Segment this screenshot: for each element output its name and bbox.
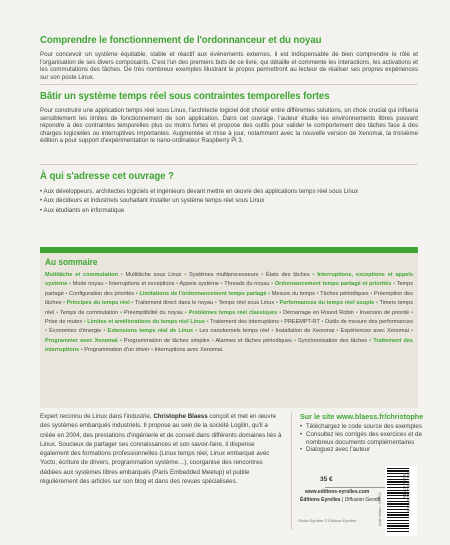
toc-separator: • xyxy=(82,319,88,326)
toc-separator: • xyxy=(274,300,280,307)
toc-separator: • xyxy=(174,281,180,288)
toc-separator: • xyxy=(409,309,413,316)
toc-item: Les nanokernels temps réel xyxy=(199,328,270,335)
toc-separator: • xyxy=(101,328,108,335)
list-item: • Dialoguez avec l'auteur xyxy=(300,446,425,454)
toc-separator: • xyxy=(408,328,414,335)
barcode xyxy=(385,466,417,536)
price: 35 € xyxy=(320,476,333,483)
list-item: • Consultez les corrigés des exercices et de nombreux documents complémentaires xyxy=(300,431,425,447)
toc-item: Temps réel sous Linux xyxy=(218,300,275,307)
toc-item: Traitement des interruptions xyxy=(210,319,280,326)
toc-item: Outils de mesure des performances xyxy=(324,319,413,326)
toc-separator: • xyxy=(277,309,284,316)
website-title: Sur le site www.blaess.fr/christophe xyxy=(300,412,424,421)
toc-item: Systèmes multiprocesseurs xyxy=(189,272,259,278)
toc-separator: • xyxy=(368,290,375,297)
publisher-line xyxy=(300,497,380,503)
divider xyxy=(40,164,418,165)
sommaire-accent-bar xyxy=(40,247,418,253)
sommaire-panel xyxy=(40,247,418,408)
section-audience xyxy=(40,170,418,215)
toc-separator: • xyxy=(334,328,341,335)
website-list xyxy=(300,423,425,454)
toc-separator: • xyxy=(67,281,73,288)
list-item: • Téléchargez le code source des exemples xyxy=(300,423,425,431)
audience-title: À qui s'adresse cet ouvrage ? xyxy=(40,170,174,182)
toc-item: Mesure du temps xyxy=(271,290,315,297)
toc-separator: • xyxy=(79,347,85,354)
toc-item: Temps de commutation xyxy=(59,309,119,316)
toc-separator: • xyxy=(118,309,124,316)
toc-item: PREEMPT-RT xyxy=(284,319,320,326)
toc-separator: • xyxy=(279,319,285,326)
table-of-contents xyxy=(45,271,413,356)
author-name: Christophe Blaess xyxy=(153,413,208,420)
toc-separator: • xyxy=(258,272,266,278)
toc-chapter: Problèmes temps réel classiques xyxy=(188,309,278,316)
divider xyxy=(40,84,418,85)
toc-chapter: Programmer avec Xenomai xyxy=(45,337,118,344)
publisher-url: www.editions-eyrolles.com xyxy=(305,489,370,495)
toc-item: Alarmes et tâches périodiques xyxy=(215,337,292,344)
toc-item: Appels système xyxy=(179,281,219,288)
toc-separator: • xyxy=(193,328,200,335)
toc-separator: • xyxy=(269,281,275,288)
toc-item: Mode noyau xyxy=(72,281,104,288)
toc-separator: • xyxy=(314,290,321,297)
list-item: • Aux étudiants en informatique xyxy=(40,206,418,215)
toc-item: Préemption des tâches xyxy=(45,290,414,307)
column-divider xyxy=(291,412,292,530)
publisher-code-text: Code éditeur : G67711 xyxy=(378,491,382,526)
publisher-diffusion: | Diffusion Geodif xyxy=(340,497,381,503)
section-body: Pour construire une application temps réel sous Linux, l'architecte logiciel doit choisir entre différentes solutions, un choix crucial qui influera sensiblement les limites de fonctionnement de son application. Dans cet ouvrage, l'auteur étudie les environnements libres pouvant répondre à des contraintes temporelles plus ou moins fortes et propose des outils pour valider le comportement des tâches face à des charges logicielles ou interruptives importantes. Augmentée et mise à jour, notamment avec la nouvelle version de Xenomai, la troisième édition a pour support d'expérimentation le nano-ordinateur Raspberry Pi 3. xyxy=(40,107,418,145)
toc-chapter: Limitations de l'ordonnancement temps partagé xyxy=(139,290,267,297)
toc-separator: • xyxy=(149,347,155,354)
toc-separator: • xyxy=(117,337,124,344)
section-scheduler xyxy=(40,34,418,81)
toc-separator: • xyxy=(353,309,360,316)
list-item: • Aux développeurs, architectes logiciels et ingénieurs devant mettre en œuvre des applications temps réel sous Linux xyxy=(40,187,418,196)
toc-separator: • xyxy=(374,300,380,307)
sommaire-title: Au sommaire xyxy=(45,257,98,267)
toc-item: Timers temps réel xyxy=(45,300,414,316)
toc-chapter: Traitement des interruptions xyxy=(45,337,414,354)
toc-separator: • xyxy=(266,290,272,297)
toc-item: Économies d'énergie xyxy=(49,328,102,335)
toc-separator: • xyxy=(63,290,70,297)
toc-item: Démarrage en Round Robin xyxy=(283,309,354,316)
toc-separator: • xyxy=(129,300,136,307)
toc-item: Tâches périodiques xyxy=(320,290,369,297)
toc-separator: • xyxy=(367,337,374,344)
toc-separator: • xyxy=(213,300,219,307)
list-item: • Aux décideurs et industriels souhaitant installer un système temps réel sous Linux xyxy=(40,196,418,205)
toc-item: Programmation de tâches simples xyxy=(123,337,210,344)
toc-separator: • xyxy=(205,319,211,326)
publisher-code xyxy=(378,466,384,526)
isbn-number: 9 782212 677119 xyxy=(402,470,406,498)
toc-item: Synchronisation des tâches xyxy=(298,337,368,344)
toc-separator: • xyxy=(391,281,397,288)
toc-item: Configuration des priorités xyxy=(69,290,135,297)
toc-separator: • xyxy=(117,272,126,278)
toc-separator: • xyxy=(181,272,190,278)
toc-item: Installation de Xenomai xyxy=(275,328,335,335)
toc-item: Multitâche sous Linux xyxy=(125,272,182,278)
toc-separator: • xyxy=(103,281,109,288)
toc-separator: • xyxy=(291,337,299,344)
toc-chapter: Ordonnancement temps partagé et priorités xyxy=(274,281,392,288)
toc-item: Préemptibilité du noyau xyxy=(123,309,183,316)
toc-separator: • xyxy=(269,328,276,335)
toc-item: Temps partagé xyxy=(45,281,414,297)
toc-separator: • xyxy=(319,319,325,326)
author-bio-text: conçoit et met en œuvre des systèmes embarqués industriels. Il propose au sein de la société Logilin, qu'il a créée en 2004, des prestations d'ingénierie et de conseil dans différents domaines liés à Linux. Soucieux de partager ses connaissances et son savoir-faire, il dispense également des formations professionnelles (Linux temps réel, Linux embarqué avec Yocto, écriture de drivers, programmation système…), coorganise des rencontres dédiées aux systèmes libres embarqués (Paris Embedded Meetup) et publie régulièrement des articles sur son blog et dans des revues spécialisées. xyxy=(40,413,282,486)
toc-separator: • xyxy=(309,272,318,278)
toc-item: Interruptions avec Xenomai. xyxy=(154,347,224,354)
toc-item: Inversion de priorité xyxy=(359,309,410,316)
toc-chapter: Performances du temps réel souple xyxy=(279,300,375,307)
author-bio xyxy=(40,412,282,486)
author-bio-intro: Expert reconnu de Linux dans l'industrie, xyxy=(40,413,154,420)
toc-chapter: Limites et améliorations du temps réel Linux xyxy=(87,319,206,326)
toc-item: Threads du noyau xyxy=(224,281,270,288)
toc-chapter: Extensions temps réel de Linux xyxy=(107,328,194,335)
section-body: Pour concevoir un système équitable, stable et réactif aux événements externes, il est indispensable de bien comprendre le rôle et l'organisation de ses divers composants. C'est l'un des premiers buts de ce livre, qui détaille et commente les interactions, les activations et les commutations des tâches. De très nombreux exemples illustrant le propos permettront au lecteur de réaliser ses propres expériences sur son poste Linux. xyxy=(40,51,418,81)
toc-chapter: Interruptions, exceptions et appels système xyxy=(45,272,414,288)
toc-separator: • xyxy=(209,337,216,344)
toc-item: Expériences avec Xenomai xyxy=(340,328,409,335)
toc-separator: • xyxy=(45,328,50,335)
toc-separator: • xyxy=(182,309,189,316)
toc-separator: • xyxy=(218,281,225,288)
toc-item: États des tâches xyxy=(265,272,310,278)
barcode-isbn xyxy=(402,470,410,530)
toc-item: Traitement direct dans le noyau xyxy=(135,300,214,307)
section-title: Comprendre le fonctionnement de l'ordonnanceur et du noyau xyxy=(40,34,322,46)
section-title: Bâtir un système temps réel sous contraintes temporelles fortes xyxy=(40,90,330,102)
toc-separator: • xyxy=(61,300,67,307)
toc-separator: • xyxy=(134,290,140,297)
toc-chapter: Principes du temps réel xyxy=(66,300,130,307)
toc-chapter: Multitâche et commutation xyxy=(45,272,118,278)
section-realtime xyxy=(40,90,418,145)
toc-item: Prise de mutex xyxy=(45,319,83,326)
audience-list xyxy=(40,187,418,215)
toc-item: Interruptions et exceptions xyxy=(108,281,175,288)
publisher-name: Éditions Eyrolles xyxy=(300,497,341,503)
toc-separator: • xyxy=(54,309,60,316)
credits: Studio Eyrolles © Éditions Eyrolles xyxy=(298,519,357,523)
isbn-text: ISBN : 978-2-212-67711-9 xyxy=(406,470,410,512)
toc-item: Programmation d'un driver xyxy=(84,347,150,354)
